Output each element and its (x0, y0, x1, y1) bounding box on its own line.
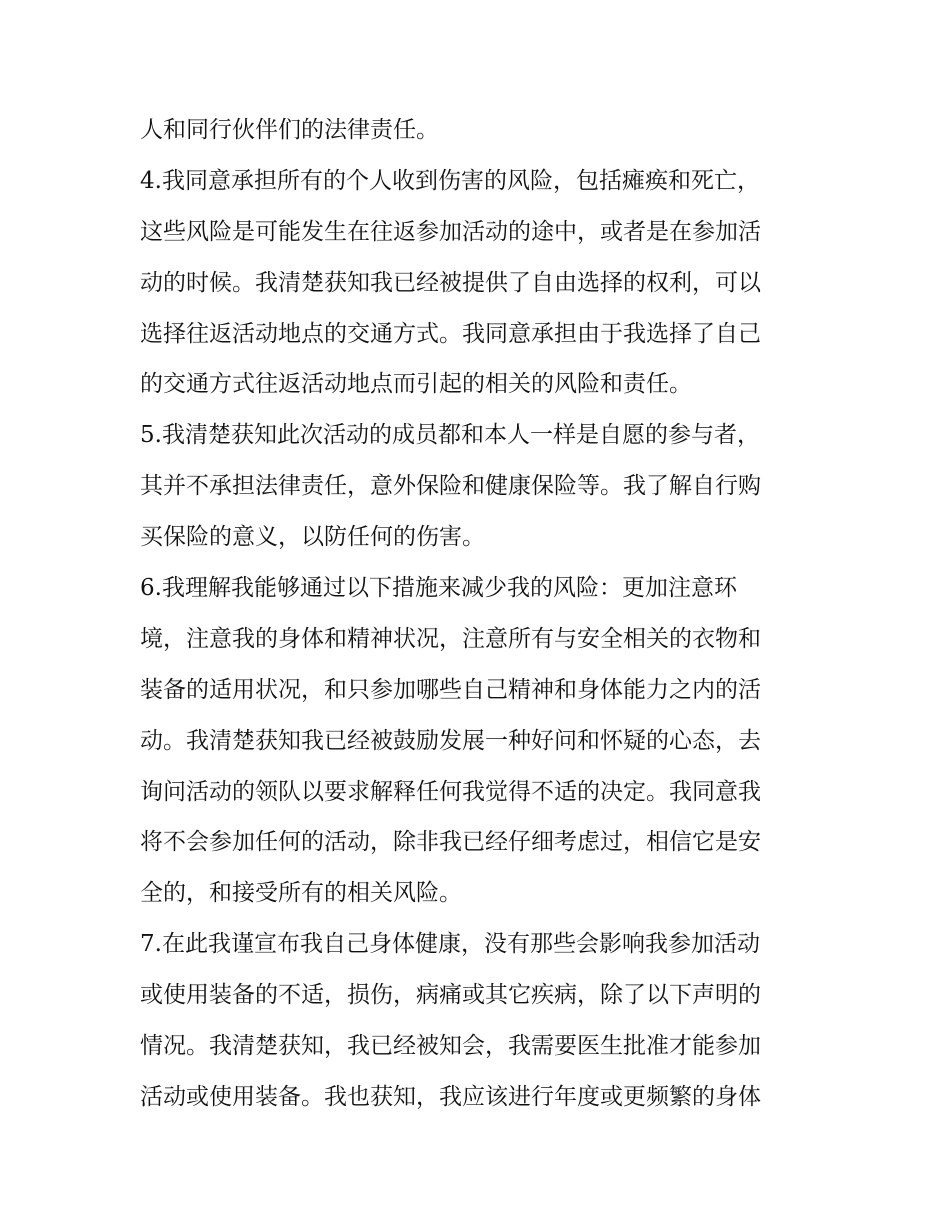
text-line: 动。我清楚获知我已经被鼓励发展一种好问和怀疑的心态，去 (140, 727, 761, 754)
text-line: 这些风险是可能发生在往返参加活动的途中，或者是在参加活 (140, 218, 761, 245)
text-line: 人和同行伙伴们的法律责任。 (140, 117, 439, 143)
document-body (140, 105, 820, 1123)
text-line: 或使用装备的不适，损伤，病痛或其它疾病，除了以下声明的 (140, 982, 761, 1009)
text-line: 选择往返活动地点的交通方式。我同意承担由于我选择了自己 (140, 320, 761, 347)
text-line: 将不会参加任何的活动，除非我已经仔细考虑过，相信它是安 (140, 829, 761, 856)
text-line: 活动或使用装备。我也获知，我应该进行年度或更频繁的身体 (140, 1083, 761, 1110)
text-line: 境，注意我的身体和精神状况，注意所有与安全相关的衣物和 (140, 625, 761, 652)
clause-7-line: 7.在此我谨宣布我自己身体健康，没有那些会影响我参加活动 (140, 931, 760, 958)
text-line: 动的时候。我清楚获知我已经被提供了自由选择的权利，可以 (140, 269, 761, 296)
text-line: 其并不承担法律责任，意外保险和健康保险等。我了解自行购 (140, 473, 761, 500)
text-line: 的交通方式往返活动地点而引起的相关的风险和责任。 (140, 371, 692, 398)
clause-6-line: 6.我理解我能够通过以下措施来减少我的风险：更加注意环 (140, 575, 737, 602)
text-line: 情况。我清楚获知，我已经被知会，我需要医生批准才能参加 (140, 1033, 761, 1060)
text-line: 买保险的意义，以防任何的伤害。 (140, 524, 485, 551)
text-line: 装备的适用状况，和只参加哪些自己精神和身体能力之内的活 (140, 676, 761, 703)
clause-5-line: 5.我清楚获知此次活动的成员都和本人一样是自愿的参与者， (140, 422, 760, 449)
text-line: 询问活动的领队以要求解释任何我觉得不适的决定。我同意我 (140, 778, 761, 805)
text-line: 全的，和接受所有的相关风险。 (140, 880, 462, 907)
clause-4-line: 4.我同意承担所有的个人收到伤害的风险，包括瘫痪和死亡， (140, 167, 760, 194)
